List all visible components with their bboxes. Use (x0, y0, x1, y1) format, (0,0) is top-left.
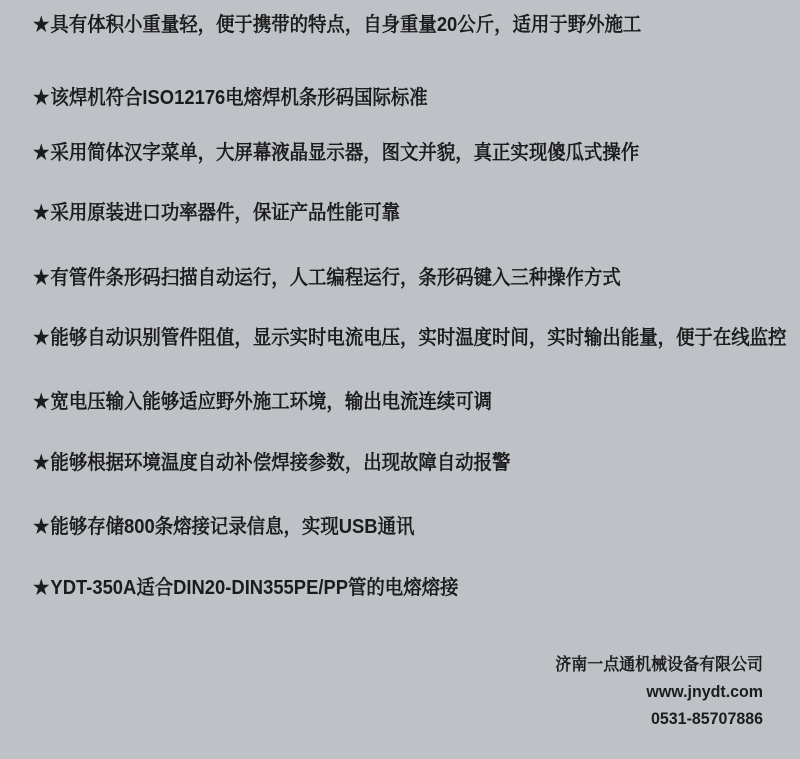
bullet-text: 有管件条形码扫描自动运行，人工编程运行，条形码键入三种操作方式 (50, 267, 621, 289)
star-bullet-icon: ★ (33, 202, 50, 224)
star-bullet-icon: ★ (33, 87, 50, 109)
company-name: 济南一点通机械设备有限公司 (555, 655, 763, 674)
bullet-text: 具有体积小重量轻，便于携带的特点，自身重量20公斤，适用于野外施工 (50, 14, 642, 36)
feature-bullet (33, 327, 786, 349)
bullet-text: 宽电压输入能够适应野外施工环境，输出电流连续可调 (50, 391, 493, 413)
star-bullet-icon: ★ (33, 142, 50, 164)
star-bullet-icon: ★ (33, 14, 50, 36)
star-bullet-icon: ★ (33, 327, 50, 349)
bullet-text: 采用原装进口功率器件，保证产品性能可靠 (50, 202, 401, 224)
feature-bullet (33, 452, 510, 474)
star-bullet-icon: ★ (33, 452, 50, 474)
feature-bullet (33, 142, 639, 164)
feature-bullet (33, 577, 458, 599)
phone-number: 0531-85707886 (651, 709, 763, 728)
bullet-text: 能够根据环境温度自动补偿焊接参数，出现故障自动报警 (50, 452, 511, 474)
feature-bullet (33, 516, 414, 538)
bullet-text: 能够存储800条熔接记录信息，实现USB通讯 (50, 516, 415, 538)
feature-bullet (33, 391, 492, 413)
website-url: www.jnydt.com (646, 682, 763, 701)
bullet-text: 采用简体汉字菜单，大屏幕液晶显示器，图文并貌，真正实现傻瓜式操作 (50, 142, 640, 164)
bullet-text: YDT-350A适合DIN20-DIN355PE/PP管的电熔熔接 (50, 577, 459, 599)
feature-bullet (33, 267, 621, 289)
star-bullet-icon: ★ (33, 577, 50, 599)
contact-block (555, 651, 763, 732)
feature-bullet (33, 202, 400, 224)
star-bullet-icon: ★ (33, 267, 50, 289)
star-bullet-icon: ★ (33, 391, 50, 413)
bullet-text: 该焊机符合ISO12176电熔焊机条形码国际标准 (50, 87, 428, 109)
bullet-text: 能够自动识别管件阻值，显示实时电流电压，实时温度时间，实时输出能量，便于在线监控 (50, 327, 787, 349)
feature-bullet (33, 87, 428, 109)
feature-bullet (33, 14, 641, 36)
star-bullet-icon: ★ (33, 516, 50, 538)
